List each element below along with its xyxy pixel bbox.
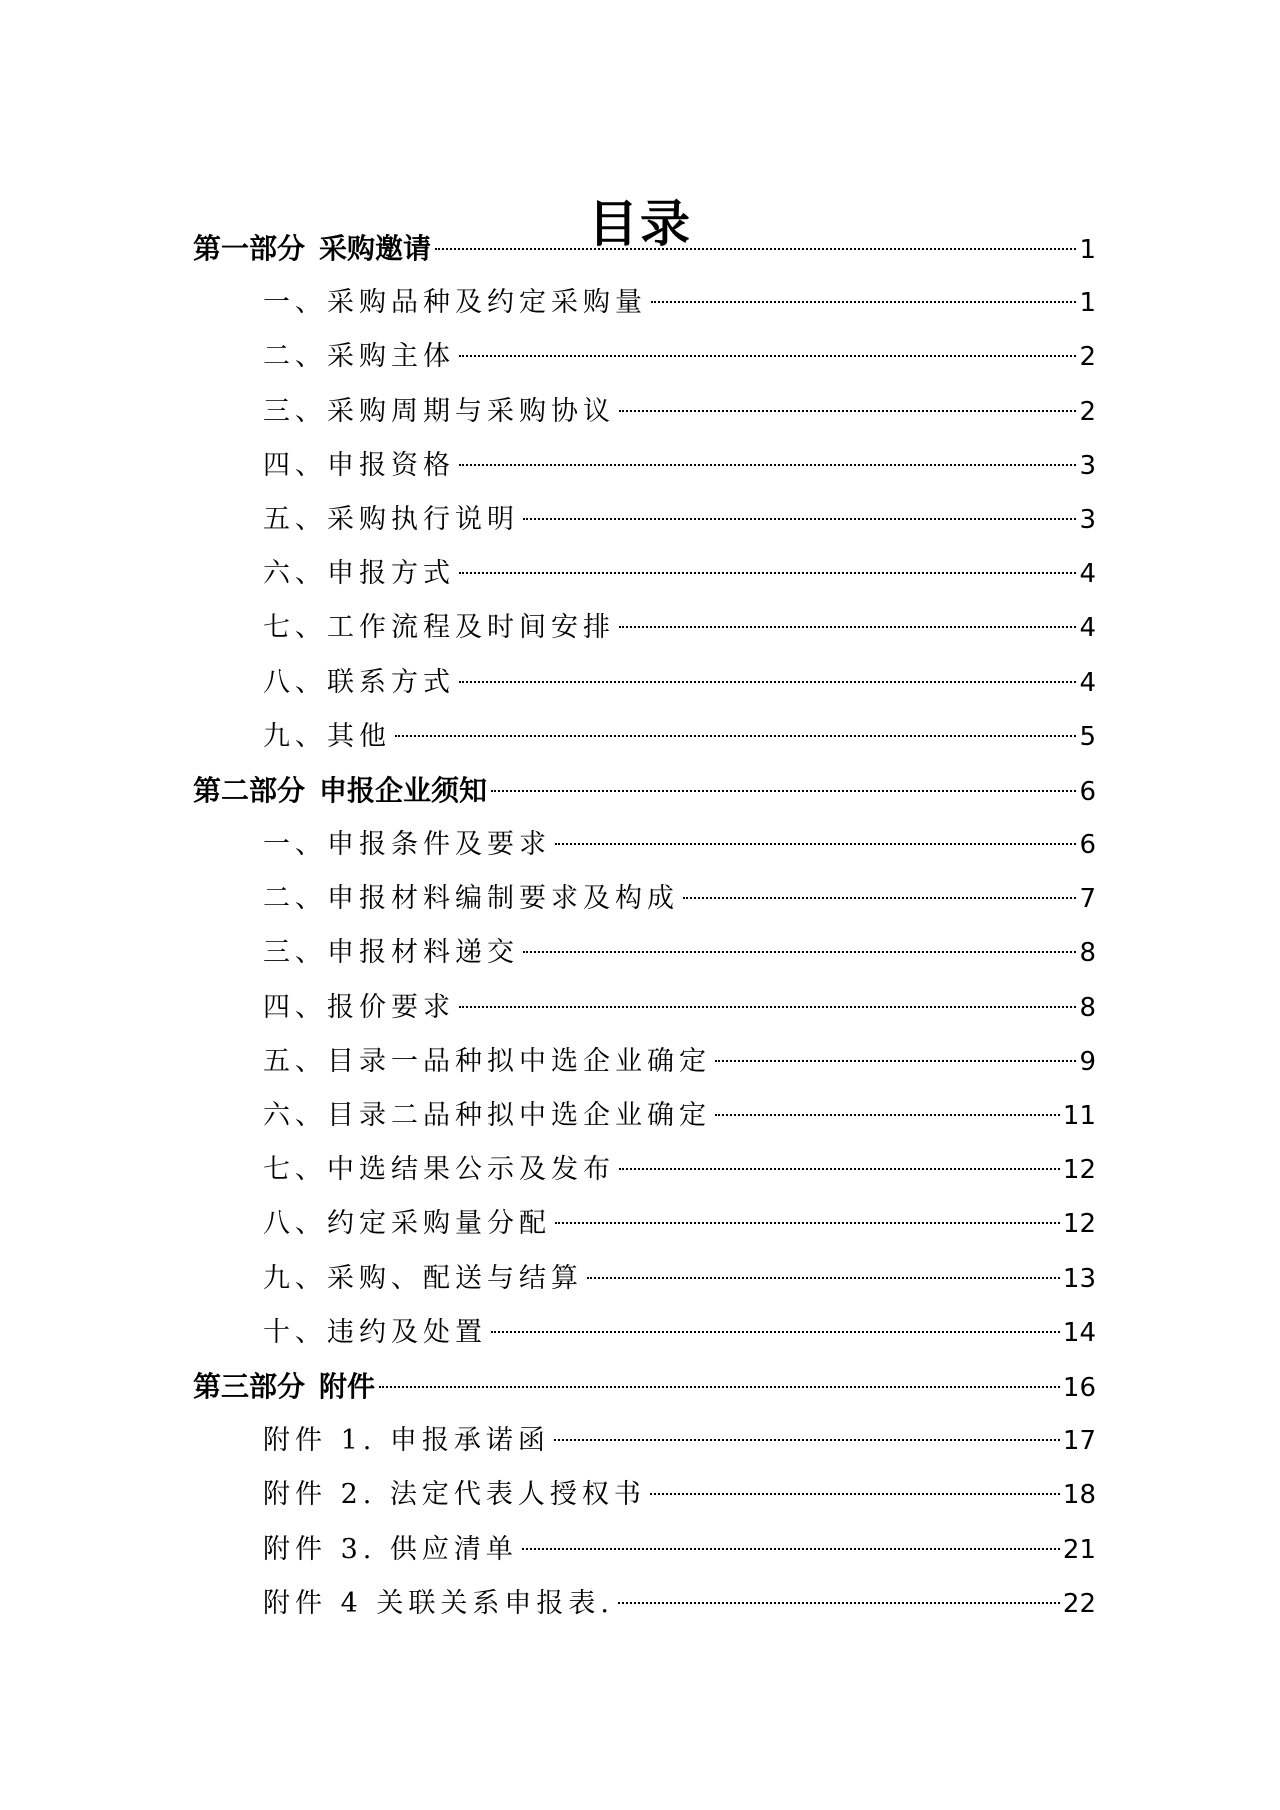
toc-item[interactable] bbox=[193, 1306, 1096, 1360]
dot-leader bbox=[523, 951, 1076, 953]
table-of-contents bbox=[193, 222, 1096, 1631]
dot-leader bbox=[555, 843, 1076, 845]
dot-leader bbox=[683, 897, 1076, 899]
toc-item-text: 七、工作流程及时间安排 bbox=[263, 612, 615, 644]
toc-item[interactable] bbox=[193, 1252, 1096, 1306]
dot-leader bbox=[619, 626, 1076, 628]
toc-part-heading bbox=[193, 222, 431, 276]
dot-leader bbox=[459, 1006, 1076, 1008]
dot-leader bbox=[619, 410, 1076, 412]
dot-leader bbox=[554, 1439, 1060, 1441]
toc-page-number: 17 bbox=[1062, 1426, 1096, 1457]
toc-page-number: 16 bbox=[1062, 1372, 1096, 1403]
toc-part-label: 第三部分 bbox=[193, 1369, 306, 1403]
toc-part-title: 附件 bbox=[319, 1369, 376, 1403]
toc-item-text: 七、中选结果公示及发布 bbox=[263, 1154, 615, 1186]
dot-leader bbox=[523, 518, 1076, 520]
toc-page-number: 13 bbox=[1062, 1263, 1096, 1294]
toc-item[interactable] bbox=[193, 1414, 1096, 1468]
toc-page-number: 21 bbox=[1062, 1534, 1096, 1565]
toc-page-number: 1 bbox=[1079, 288, 1096, 319]
dot-leader bbox=[491, 790, 1076, 792]
toc-page-number: 6 bbox=[1079, 830, 1096, 861]
dot-leader bbox=[651, 301, 1076, 303]
toc-item-text: 一、采购品种及约定采购量 bbox=[263, 287, 647, 319]
toc-item[interactable] bbox=[193, 1577, 1096, 1631]
dot-leader bbox=[459, 355, 1076, 357]
dot-leader bbox=[587, 1277, 1060, 1279]
dot-leader bbox=[715, 1060, 1076, 1062]
toc-item-text: 九、其他 bbox=[263, 720, 391, 752]
toc-item-text: 四、申报资格 bbox=[263, 449, 455, 481]
toc-item-text: 八、联系方式 bbox=[263, 666, 455, 698]
toc-page-number: 7 bbox=[1079, 884, 1096, 915]
dot-leader bbox=[619, 1168, 1060, 1170]
toc-page-number: 14 bbox=[1062, 1317, 1096, 1348]
dot-leader bbox=[715, 1114, 1060, 1116]
toc-part-title: 采购邀请 bbox=[319, 232, 432, 265]
dot-leader bbox=[618, 1602, 1060, 1604]
toc-item[interactable] bbox=[193, 656, 1096, 710]
toc-item-text: 四、报价要求 bbox=[263, 991, 455, 1023]
toc-item-text: 附件 4 关联关系申报表. bbox=[263, 1587, 614, 1619]
toc-item[interactable] bbox=[193, 872, 1096, 926]
toc-item[interactable] bbox=[193, 1035, 1096, 1089]
toc-item-text: 二、采购主体 bbox=[263, 341, 455, 373]
toc-item[interactable] bbox=[193, 926, 1096, 980]
toc-part-2[interactable] bbox=[193, 764, 1096, 818]
toc-page-number: 12 bbox=[1062, 1209, 1096, 1240]
toc-page-number: 2 bbox=[1079, 342, 1096, 373]
toc-page-number: 4 bbox=[1079, 613, 1096, 644]
toc-item[interactable] bbox=[193, 276, 1096, 330]
toc-item[interactable] bbox=[193, 601, 1096, 655]
toc-page-number: 11 bbox=[1062, 1101, 1096, 1131]
toc-page-number: 8 bbox=[1079, 992, 1096, 1023]
toc-part-1[interactable] bbox=[193, 222, 1096, 276]
toc-page-number: 12 bbox=[1062, 1155, 1096, 1186]
toc-item-text: 六、申报方式 bbox=[263, 558, 455, 590]
toc-item-text: 附件 3. 供应清单 bbox=[263, 1533, 518, 1565]
toc-item[interactable] bbox=[193, 330, 1096, 384]
toc-item-text: 十、违约及处置 bbox=[263, 1316, 487, 1348]
toc-item[interactable] bbox=[193, 1143, 1096, 1197]
toc-part-label: 第二部分 bbox=[193, 773, 306, 807]
toc-item[interactable] bbox=[193, 710, 1096, 764]
toc-item[interactable] bbox=[193, 1089, 1096, 1143]
toc-item-text: 五、目录一品种拟中选企业确定 bbox=[263, 1045, 711, 1077]
toc-item-text: 六、目录二品种拟中选企业确定 bbox=[263, 1100, 711, 1131]
toc-item-text: 二、申报材料编制要求及构成 bbox=[263, 883, 679, 915]
toc-page-number: 2 bbox=[1079, 396, 1096, 427]
toc-page-number: 3 bbox=[1079, 450, 1096, 481]
toc-item[interactable] bbox=[193, 981, 1096, 1035]
dot-leader bbox=[459, 572, 1076, 574]
dot-leader bbox=[522, 1548, 1060, 1550]
toc-item[interactable] bbox=[193, 1197, 1096, 1251]
toc-page-number: 22 bbox=[1062, 1588, 1096, 1619]
page-title: 目录 bbox=[588, 193, 692, 253]
toc-item-text: 八、约定采购量分配 bbox=[263, 1208, 551, 1240]
toc-item[interactable] bbox=[193, 1468, 1096, 1522]
toc-page-number: 1 bbox=[1079, 235, 1096, 265]
toc-page-number: 4 bbox=[1079, 667, 1096, 698]
toc-item[interactable] bbox=[193, 818, 1096, 872]
toc-part-heading bbox=[193, 1360, 375, 1414]
toc-item[interactable] bbox=[193, 493, 1096, 547]
toc-item-text: 附件 1. 申报承诺函 bbox=[263, 1425, 550, 1457]
toc-item-text: 一、申报条件及要求 bbox=[263, 829, 551, 861]
toc-item[interactable] bbox=[193, 439, 1096, 493]
toc-item[interactable] bbox=[193, 547, 1096, 601]
toc-page-number: 9 bbox=[1079, 1046, 1096, 1077]
toc-item[interactable] bbox=[193, 385, 1096, 439]
toc-page-number: 6 bbox=[1079, 776, 1096, 807]
toc-page-number: 4 bbox=[1079, 559, 1096, 590]
dot-leader bbox=[379, 1386, 1060, 1388]
dot-leader bbox=[459, 681, 1076, 683]
toc-item[interactable] bbox=[193, 1523, 1096, 1577]
toc-item-text: 三、采购周期与采购协议 bbox=[263, 395, 615, 427]
toc-part-label: 第一部分 bbox=[193, 232, 306, 265]
dot-leader bbox=[491, 1331, 1060, 1333]
toc-item-text: 附件 2. 法定代表人授权书 bbox=[263, 1479, 646, 1511]
toc-page-number: 3 bbox=[1079, 504, 1096, 535]
toc-page-number: 8 bbox=[1079, 938, 1096, 969]
toc-item-text: 三、申报材料递交 bbox=[263, 937, 519, 969]
toc-page-number: 18 bbox=[1062, 1480, 1096, 1511]
dot-leader bbox=[555, 1222, 1060, 1224]
toc-item-text: 九、采购、配送与结算 bbox=[263, 1262, 583, 1294]
dot-leader bbox=[459, 464, 1076, 466]
dot-leader bbox=[435, 248, 1076, 250]
toc-part-3[interactable] bbox=[193, 1360, 1096, 1414]
dot-leader bbox=[395, 735, 1076, 737]
toc-page-number: 5 bbox=[1079, 721, 1096, 752]
dot-leader bbox=[650, 1493, 1060, 1495]
toc-part-heading bbox=[193, 764, 487, 818]
toc-part-title: 申报企业须知 bbox=[319, 773, 488, 807]
toc-item-text: 五、采购执行说明 bbox=[263, 503, 519, 535]
